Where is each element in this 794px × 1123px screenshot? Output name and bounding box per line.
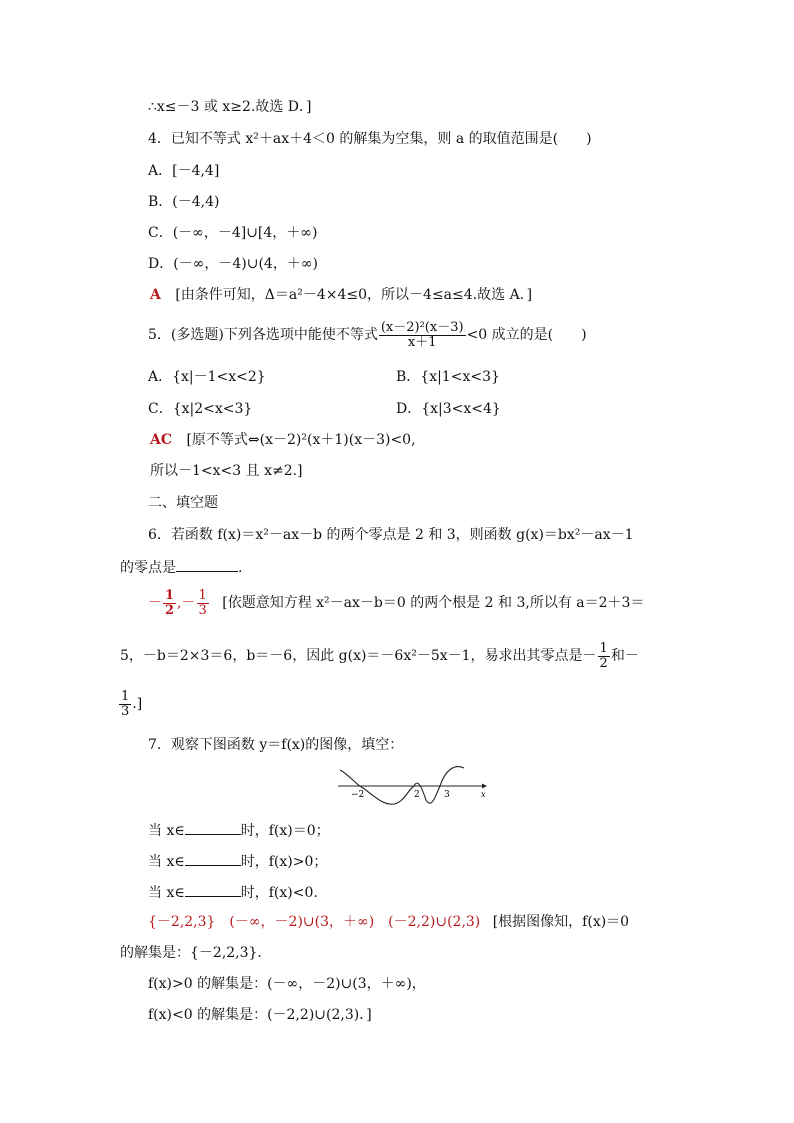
- q7-blank-2: [185, 851, 241, 866]
- q5-option-a: A．{x|－1<x<2}: [148, 369, 266, 385]
- q6-line3-fraction-num: 1: [121, 688, 130, 704]
- x-axis-arrow: [482, 784, 487, 789]
- q6-stem-post: .: [238, 560, 243, 576]
- q7a-pre: 当 x∈: [148, 823, 185, 839]
- tick-label-3: 3: [444, 790, 450, 800]
- question-6: 6．若函数 f(x)＝x²－ax－b 的两个零点是 2 和 3，则函数 g(x)＝bx²－ax－1: [148, 527, 634, 543]
- q6-line2-fraction: [598, 642, 610, 671]
- q7-blank-1: [185, 820, 241, 835]
- q6-line3-fraction-den: 3: [121, 703, 130, 719]
- q6-answer-line3-post: .]: [132, 696, 143, 712]
- q6-answer-line3: [118, 686, 142, 722]
- q5-fraction: [379, 321, 466, 350]
- q5-fraction-denominator: x＋1: [407, 334, 437, 350]
- q7-answer-line2: 的解集是：{－2,2,3}．: [120, 945, 272, 961]
- q4-answer: [150, 286, 532, 304]
- q5-stem-pre: 5．(多选题)下列各选项中能使不等式: [148, 327, 378, 343]
- question-7: 7．观察下图函数 y＝f(x)的图像，填空：: [148, 737, 404, 753]
- q6-answer-line2-post: 和－: [610, 648, 639, 664]
- q6-fraction-2-den: 3: [198, 602, 207, 618]
- q4-option-a: A．[－4,4]: [148, 163, 220, 179]
- q6-line3-fraction: [119, 690, 131, 719]
- q6-answer-line2: [120, 638, 639, 674]
- q6-blank: [176, 557, 238, 572]
- q6-answer-explanation: [依题意知方程 x²－ax－b＝0 的两个根是 2 和 3,所以有 a＝2＋3＝: [222, 595, 645, 611]
- q6-line2-fraction-num: 1: [599, 640, 608, 656]
- q4-option-c: C．(－∞，－4]∪[4，＋∞): [148, 225, 318, 241]
- q7-blank-3-line: [148, 882, 318, 902]
- q7-blank-1-line: [148, 820, 330, 840]
- function-graph: [336, 764, 488, 806]
- answer-tail-q3: ∴x≤－3 或 x≥2.故选 D．]: [148, 99, 312, 115]
- question-4: 4．已知不等式 x²＋ax＋4＜0 的解集为空集，则 a 的取值范围是( ): [148, 131, 592, 147]
- q7-blank-3: [185, 882, 241, 897]
- q6-answer-line2-text: 5，－b＝2×3＝6，b＝－6，因此 g(x)＝－6x²－5x－1，易求出其零点是－: [120, 648, 597, 664]
- tick-label-2: 2: [414, 790, 420, 800]
- q6-fraction-1-num: 1: [165, 587, 175, 603]
- q4-answer-letter: A: [150, 287, 161, 303]
- q4-answer-explanation: [由条件可知，Δ＝a²－4×4≤0，所以－4≤a≤4.故选 A．]: [175, 287, 533, 303]
- q6-sep: ,－: [177, 595, 196, 611]
- q5-option-c: C．{x|2<x<3}: [148, 401, 253, 417]
- section-heading: 二、填空题: [148, 495, 218, 511]
- question-5: [148, 318, 587, 352]
- q5-answer: [150, 431, 416, 449]
- q6-answer: [148, 585, 644, 621]
- tick-label-neg2: −2: [351, 790, 365, 800]
- q6-line2-fraction-den: 2: [599, 655, 608, 671]
- q7-answer-values: {－2,2,3} (－∞，－2)∪(3，＋∞) (－2,2)∪(2,3): [148, 914, 481, 930]
- q5-fraction-numerator: (x－2)²(x－3): [380, 319, 464, 335]
- q7a-post: 时，f(x)＝0；: [240, 823, 330, 839]
- q5-option-b: B．{x|1<x<3}: [396, 369, 500, 385]
- q7-answer: [148, 913, 629, 931]
- question-6-line2: [120, 557, 242, 577]
- q5-stem-post: <0 成立的是( ): [466, 327, 587, 343]
- q7-blank-2-line: [148, 851, 327, 871]
- axis-label-x: x: [481, 790, 486, 799]
- q6-stem-pre: 的零点是: [120, 560, 176, 576]
- q6-fraction-1-den: 2: [165, 602, 175, 618]
- q7b-post: 时，f(x)>0；: [240, 854, 328, 870]
- q4-option-b: B．(－4,4): [148, 194, 220, 210]
- q5-answer-letter: AC: [150, 432, 173, 448]
- q6-answer-values: [148, 587, 210, 618]
- q5-answer-line2: 所以－1<x<3 且 x≠2.]: [150, 463, 303, 479]
- q5-option-d: D．{x|3<x<4}: [396, 401, 501, 417]
- q7c-post: 时，f(x)<0.: [240, 885, 318, 901]
- q7-answer-explanation: [根据图像知，f(x)＝0: [492, 914, 630, 930]
- q6-fraction-2: [197, 589, 209, 618]
- q4-option-d: D．(－∞，－4)∪(4，＋∞): [148, 256, 318, 272]
- q6-fraction-2-num: 1: [198, 587, 207, 603]
- q7b-pre: 当 x∈: [148, 854, 185, 870]
- q7-answer-line3: f(x)>0 的解集是：(－∞，－2)∪(3，＋∞)，: [148, 976, 426, 992]
- q5-answer-explanation: [原不等式⇔(x－2)²(x＋1)(x－3)<0,: [186, 432, 416, 448]
- q7-answer-line4: f(x)<0 的解集是：(－2,2)∪(2,3)．]: [148, 1007, 372, 1023]
- q6-minus: －: [148, 595, 162, 611]
- q6-fraction-1: [163, 589, 176, 618]
- q7c-pre: 当 x∈: [148, 885, 185, 901]
